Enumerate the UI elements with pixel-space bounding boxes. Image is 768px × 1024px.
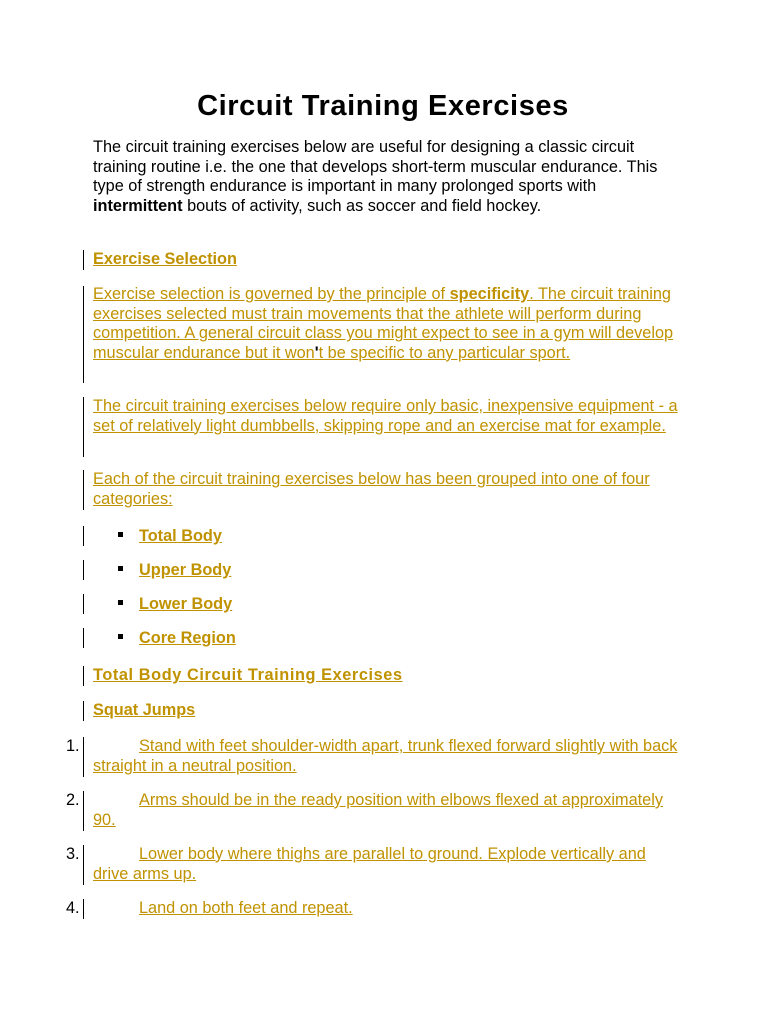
- change-bar: [83, 701, 84, 721]
- bullet-icon: [118, 532, 123, 537]
- step-text-content: Lower body where thighs are parallel to ground. Explode vertically and drive arms up.: [93, 845, 646, 883]
- bullet-icon: [118, 566, 123, 571]
- specificity-text-a: Exercise selection is governed by the principle of: [93, 285, 450, 303]
- specificity-paragraph[interactable]: [93, 285, 683, 363]
- change-bar: [83, 628, 84, 648]
- category-link[interactable]: Total Body: [139, 527, 222, 545]
- category-item-lower-body[interactable]: [118, 594, 232, 614]
- step-text-content: Stand with feet shoulder-width apart, trunk flexed forward slightly with back straight in a neutral position.: [93, 737, 678, 775]
- change-bar: [83, 470, 84, 510]
- intro-paragraph: [93, 138, 683, 216]
- exercise-selection-heading[interactable]: Exercise Selection: [93, 250, 237, 268]
- bullet-icon: [118, 634, 123, 639]
- step-number: 3.: [66, 845, 80, 863]
- change-bar: [83, 845, 84, 885]
- change-bar: [83, 286, 84, 383]
- intro-text-start: The circuit training exercises below are useful for designing a classic circuit training routine i.e. the one that develops short-term muscular endurance. This type of strength endurance is important in many prolonged sports with: [93, 138, 658, 196]
- squat-jumps-heading[interactable]: Squat Jumps: [93, 701, 196, 719]
- step-text[interactable]: [93, 737, 683, 776]
- step-text[interactable]: [93, 845, 683, 884]
- specificity-bold-word: specificity: [449, 285, 530, 303]
- total-body-heading[interactable]: Total Body Circuit Training Exercises: [93, 666, 403, 684]
- apostrophe-mark: ': [314, 343, 319, 362]
- step-number: 4.: [66, 899, 80, 917]
- specificity-text-c: t be specific to any particular sport.: [318, 343, 571, 362]
- change-bar: [83, 791, 84, 831]
- intro-text-end: bouts of activity, such as soccer and field hockey.: [182, 196, 542, 215]
- step-text-content: Land on both feet and repeat.: [139, 899, 353, 917]
- step-text-content: Arms should be in the ready position with elbows flexed at approximately 90.: [93, 791, 663, 829]
- change-bar: [83, 397, 84, 457]
- intro-bold-word: intermittent: [93, 196, 183, 215]
- change-bar: [83, 737, 84, 777]
- step-number: 2.: [66, 791, 80, 809]
- change-bar: [83, 250, 84, 270]
- step-text[interactable]: [93, 899, 683, 919]
- specificity-text-b: . The circuit training exercises selected must train movements that the athlete will perform during competition. A general circuit class you might expect to see in a gym will develop muscular endurance but it won: [93, 285, 674, 362]
- equipment-paragraph[interactable]: The circuit training exercises below require only basic, inexpensive equipment - a set of relatively light dumbbells, skipping rope and an exercise mat for example.: [93, 397, 678, 435]
- category-link[interactable]: Lower Body: [139, 595, 233, 613]
- change-bar: [83, 560, 84, 580]
- step-text[interactable]: [93, 791, 683, 830]
- step-number: 1.: [66, 737, 80, 755]
- category-item-core-region[interactable]: [118, 628, 236, 648]
- bullet-icon: [118, 600, 123, 605]
- categories-intro-paragraph[interactable]: Each of the circuit training exercises below has been grouped into one of four categories:: [93, 470, 650, 508]
- page-title: Circuit Training Exercises: [197, 90, 569, 122]
- change-bar: [83, 526, 84, 546]
- change-bar: [83, 899, 84, 919]
- category-item-upper-body[interactable]: [118, 560, 231, 580]
- category-link[interactable]: Upper Body: [139, 561, 232, 579]
- category-link[interactable]: Core Region: [139, 629, 236, 647]
- category-item-total-body[interactable]: [118, 526, 222, 546]
- change-bar: [83, 666, 84, 686]
- change-bar: [83, 594, 84, 614]
